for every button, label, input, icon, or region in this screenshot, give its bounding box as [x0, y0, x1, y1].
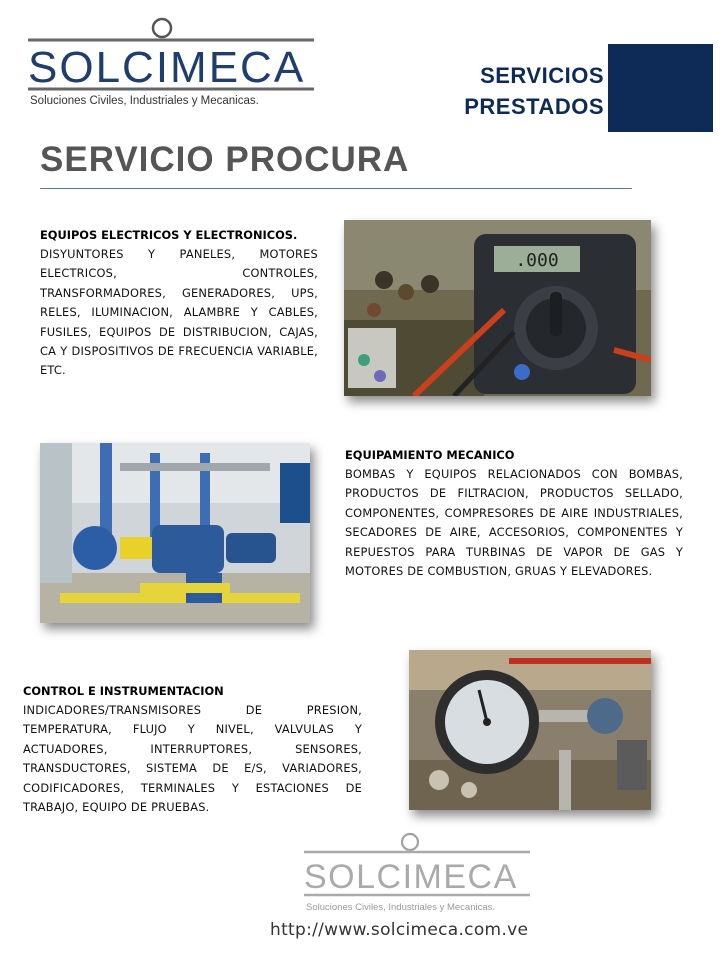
- solcimeca-logo-icon: [24, 14, 320, 110]
- services-line-1: SERVICIOS: [480, 63, 604, 88]
- logo-wordmark: SOLCIMECA: [304, 858, 518, 896]
- page-title: SERVICIO PROCURA: [40, 140, 410, 179]
- section-body: INDICADORES/TRANSMISORES DE PRESION, TEMPERATURA, FLUJO Y NIVEL, VALVULAS Y ACTUADORES, INTERRUPTORES, SENSORES, TRANSDUCTORES, SISTEMA DE E/S, VARIADORES, CODIFICADORES, TERMINALES Y ESTACIONES DE TRABAJO, EQUIPO DE PRUEBAS.: [23, 703, 362, 815]
- section-electrical: [40, 226, 318, 381]
- logo-wordmark: SOLCIMECA: [28, 43, 306, 92]
- logo-tagline: Soluciones Civiles, Industriales y Mecanicas.: [306, 902, 496, 913]
- multimeter-photo: [344, 220, 651, 396]
- pump-room-photo-icon: [40, 443, 310, 623]
- section-body: DISYUNTORES Y PANELES, MOTORES ELECTRICOS, CONTROLES, TRANSFORMADORES, GENERADORES, UPS, RELES, ILUMINACION, ALAMBRE Y CABLES, FUSILES, EQUIPOS DE DISTRIBUCION, CAJAS, CA Y DISPOSITIVOS DE FRECUENCIA VARIABLE, ETC.: [40, 247, 318, 378]
- services-line-2: PRESTADOS: [464, 94, 604, 119]
- services-title: [464, 60, 604, 122]
- company-logo: [24, 14, 320, 110]
- footer-logo: [300, 830, 534, 916]
- pressure-gauge-photo: [409, 650, 651, 810]
- section-mechanical: [345, 446, 683, 581]
- website-link[interactable]: http://www.solcimeca.com.ve: [270, 920, 529, 940]
- solcimeca-logo-icon: [300, 830, 534, 916]
- svg-text:.000: .000: [515, 250, 559, 271]
- section-heading: EQUIPAMIENTO MECANICO: [345, 448, 515, 462]
- section-body: BOMBAS Y EQUIPOS RELACIONADOS CON BOMBAS, PRODUCTOS DE FILTRACION, PRODUCTOS SELLADO, COMPONENTES, COMPRESORES DE AIRE INDUSTRIALES, SECADORES DE AIRE, ACCESORIOS, COMPONENTES Y REPUESTOS PARA TURBINAS DE VAPOR DE GAS Y MOTORES DE COMBUSTION, GRUAS Y ELEVADORES.: [345, 467, 683, 579]
- section-heading: EQUIPOS ELECTRICOS Y ELECTRONICOS.: [40, 228, 298, 242]
- section-instrumentation: [23, 682, 362, 817]
- services-color-block: [608, 44, 713, 132]
- logo-tagline: Soluciones Civiles, Industriales y Mecanicas.: [30, 95, 259, 107]
- multimeter-photo-icon: [344, 220, 651, 396]
- section-heading: CONTROL E INSTRUMENTACION: [23, 684, 224, 698]
- pump-room-photo: [40, 443, 310, 623]
- pressure-gauge-photo-icon: [409, 650, 651, 810]
- title-divider: [40, 188, 632, 189]
